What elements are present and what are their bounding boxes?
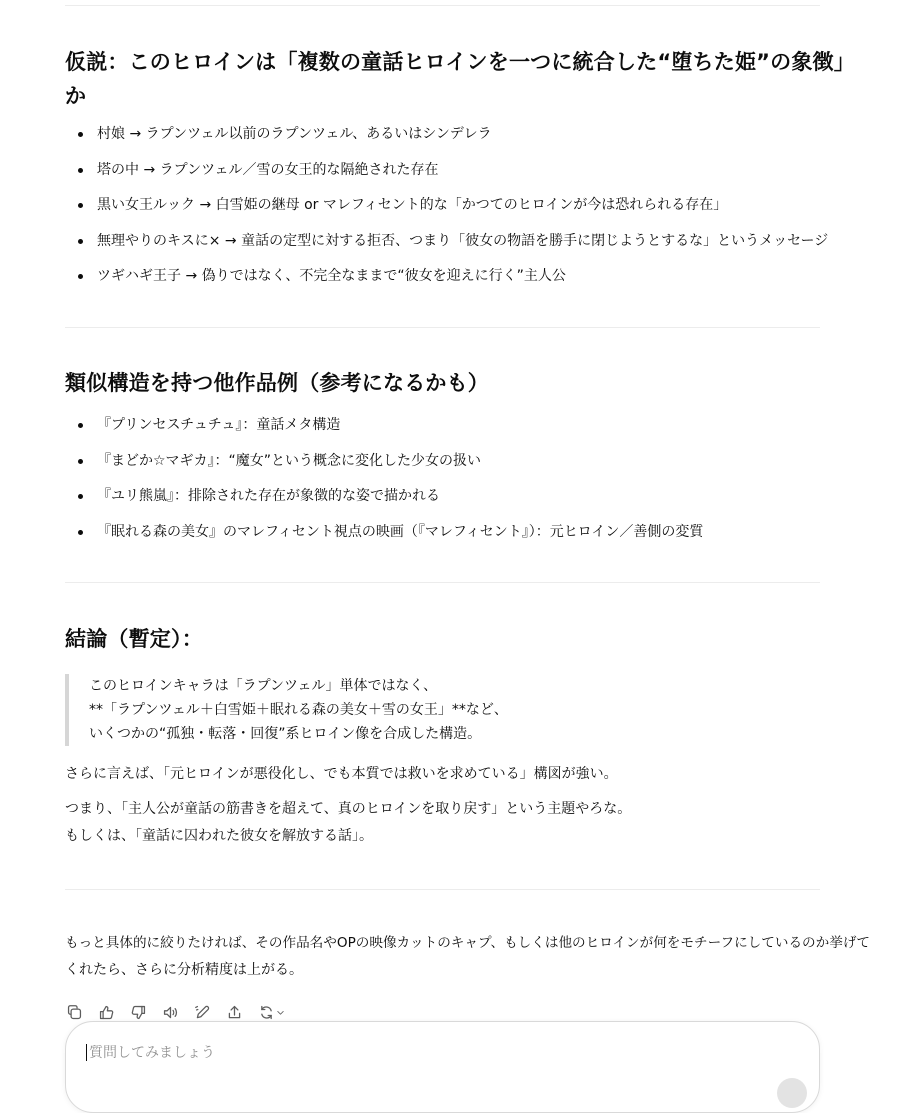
hypothesis-heading-line2: か bbox=[65, 84, 87, 108]
paragraph-line: つまり、「主人公が童話の筋書きを超えて、真のヒロインを取り戻す」という主題やろな。 bbox=[65, 801, 632, 817]
blockquote bbox=[65, 674, 820, 746]
composer-input[interactable] bbox=[86, 1042, 215, 1062]
list-item: 『まどか☆マギカ』：“魔女”という概念に変化した少女の扱い bbox=[65, 451, 820, 487]
paragraph-line: くれたら、さらに分析精度は上がる。 bbox=[65, 962, 303, 978]
list-item: 村娘 → ラプンツェル以前のラプンツェル、あるいはシンデレラ bbox=[65, 124, 820, 160]
quote-line: **「ラプンツェル＋白雪姫＋眠れる森の美女＋雪の女王」**など、 bbox=[89, 702, 508, 718]
similar-works-heading: 類似構造を持つ他作品例（参考になるかも） bbox=[65, 371, 489, 395]
paragraph: さらに言えば、「元ヒロインが悪役化し、でも本質では救いを求めている」構図が強い。 bbox=[65, 766, 618, 782]
list-item: 無理やりのキスに× → 童話の定型に対する拒否、つまり「彼女の物語を勝手に閉じようとするな」というメッセージ bbox=[65, 231, 820, 267]
conclusion-paragraphs bbox=[65, 761, 820, 850]
divider bbox=[65, 582, 820, 583]
section-similar-works bbox=[65, 366, 820, 400]
hypothesis-heading bbox=[65, 45, 855, 113]
list-item: 黒い女王ルック → 白雪姫の継母 or マレフィセント的な「かつてのヒロインが今は恐れられる存在」 bbox=[65, 195, 820, 231]
conclusion-heading: 結論（暫定）： bbox=[65, 627, 203, 651]
list-item: 塔の中 → ラプンツェル／雪の女王的な隔絶された存在 bbox=[65, 160, 820, 196]
divider bbox=[65, 889, 820, 890]
message-composer[interactable] bbox=[65, 1021, 820, 1113]
list-item: ツギハギ王子 → 偽りではなく、不完全なままで“彼女を迎えに行く”主人公 bbox=[65, 266, 820, 302]
divider bbox=[65, 327, 820, 328]
edit-icon[interactable] bbox=[193, 1003, 212, 1022]
thumbs-up-icon[interactable] bbox=[97, 1003, 116, 1022]
section-hypothesis bbox=[65, 45, 855, 113]
read-aloud-icon[interactable] bbox=[161, 1003, 180, 1022]
thumbs-down-icon[interactable] bbox=[129, 1003, 148, 1022]
section-conclusion bbox=[65, 622, 820, 656]
send-button[interactable] bbox=[777, 1078, 807, 1108]
chevron-down-icon[interactable] bbox=[275, 1004, 286, 1021]
divider-top bbox=[65, 5, 820, 6]
closing-paragraph bbox=[65, 930, 871, 984]
list-item: 『ユリ熊嵐』：排除された存在が象徴的な姿で描かれる bbox=[65, 486, 820, 522]
quote-line: このヒロインキャラは「ラプンツェル」単体ではなく、 bbox=[89, 678, 438, 694]
regenerate-icon[interactable] bbox=[257, 1003, 287, 1022]
hypothesis-heading-line1: 仮説：このヒロインは「複数の童話ヒロインを一つに統合した“堕ちた姫”の象徴」 bbox=[65, 50, 855, 74]
paragraph-line: もっと具体的に絞りたければ、その作品名やOPの映像カットのキャプ、もしくは他のヒロインが何をモチーフにしているのか挙げて bbox=[65, 935, 871, 951]
quote-line: いくつかの“孤独・転落・回復”系ヒロイン像を合成した構造。 bbox=[89, 726, 482, 742]
copy-icon[interactable] bbox=[65, 1003, 84, 1022]
composer-placeholder: 質問してみましょう bbox=[89, 1045, 215, 1061]
conclusion-quote bbox=[65, 674, 820, 746]
share-icon[interactable] bbox=[225, 1003, 244, 1022]
text-caret bbox=[86, 1044, 87, 1061]
paragraph-line: もしくは、「童話に囚われた彼女を解放する話」。 bbox=[65, 828, 373, 844]
list-item: 『眠れる森の美女』のマレフィセント視点の映画（『マレフィセント』）：元ヒロイン／善側の変質 bbox=[65, 522, 820, 558]
similar-works-list bbox=[65, 415, 820, 557]
message-actions bbox=[65, 1002, 287, 1022]
list-item: 『プリンセスチュチュ』：童話メタ構造 bbox=[65, 415, 820, 451]
hypothesis-list bbox=[65, 124, 829, 302]
